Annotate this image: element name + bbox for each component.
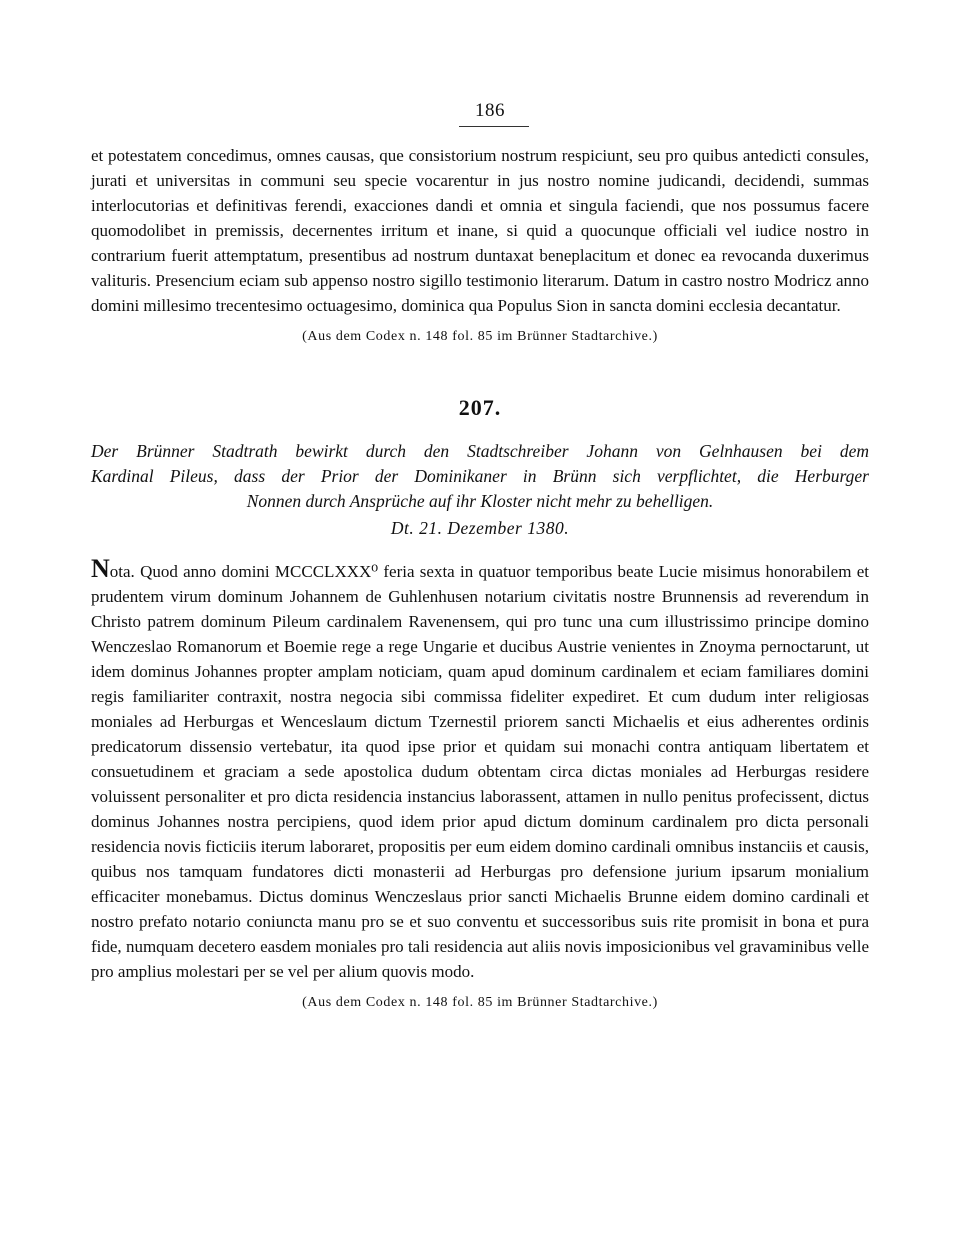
initial-letter: N [91,554,110,583]
source-note-2: (Aus dem Codex n. 148 fol. 85 im Brünner Stadtarchive.) [302,995,658,1010]
regest-line-1: Der Brünner Stadtrath bewirkt durch den Stadtschreiber Johann von Gelnhausen bei dem [91,441,869,461]
regest-line-3: Nonnen durch Ansprüche auf ihr Kloster nicht mehr zu behelligen. [246,491,714,511]
page-number: 186 [475,100,505,121]
document-page [91,100,869,1011]
paragraph-document-body: ota. Quod anno domini MCCCLXXX⁰ feria sexta in quatuor temporibus beate Lucie misimus honorabilem et prudentem virum dominum Johannem de Guhlenhusen notarium civitatis nostre Brunnensis ad reverendum in Christo patrem dominum Pileum cardinalem Ravenensem, qui pro tunc una cum illustrissimo principe domino Wenczeslao Romanorum et Boemie rege a rege Ungarie et ducibus Austrie venientes in Znoyma pernoctarunt, ut idem dominus Johannes propter amplam noticiam, quam apud dominum cardinalem et eciam familiares domini regis familiariter contraxit, nostra negocia sibi commissa fideliter expediret. Et cum dudum inter religiosas moniales ad Herburgas et Wenceslaum dictum Tzernestil priorem sancti Michaelis et eius adherentes ordinis predicatorum dissensio vertebatur, ita quod ipse prior et quidam sui monachi contra antiquam libertatem et consuetudinem et graciam a sede apostolica dudum obtentam circa dictas moniales ad Herburgas residere voluissent personaliter et pro dicta residencia instancius laborassent, attamen in nullo penitus profecissent, dictus dominus Johannes nostra percipiens, quod idem prior apud dictum dominum cardinalem pro dicta personali residencia novis ficticiis iterum laboraret, propositis per eum eidem domino cardinali omnibus instanciis et causis, quibus nos tamquam fundatores dicti monasterii ad Herburgas pro defensione jurium ipsarum monialium efficaciter monebamus. Dictus dominus Wenczeslaus prior sancti Michaelis Brunne eidem domino cardinali et nostro prefato notario coniuncta manu pro se et suo conventu et successoribus suis rite promisit in bona et pura fide, numquam decetero easdem moniales pro tali residencia aut aliis novis imposicionibus vel gravaminibus velle pro amplius molestari per se vel per alium quovis modo. [91,562,869,981]
document-number: 207. [458,395,502,420]
source-note-1: (Aus dem Codex n. 148 fol. 85 im Brünner Stadtarchive.) [302,329,658,344]
regest-heading [91,439,869,514]
paragraph-continuation: et potestatem concedimus, omnes causas, que consistorium nostrum respiciunt, seu pro quibus antedicti consules, jurati et universitas in communi seu specie vocarentur in jus nostro nomine judicandi, decidendi, summas interlocutorias et definitivas ferendi, exacciones dandi et omnia et singula faciendi, que nos possumus facere quomodolibet in premissis, decernentes irritum et inane, si quid a quocunque officiali vel iudice nostro in contrarium fuerit attemptatum, presentibus ad nostrum duntaxat beneplacitum et donec ea revocanda duxerimus valituris. Presencium eciam sub appenso nostro sigillo testimonio literarum. Datum in castro nostro Modricz anno domini millesimo trecentesimo octuagesimo, dominica qua Populus Sion in sancta domini ecclesia decantatur. [91,146,869,315]
regest-line-2: Kardinal Pileus, dass der Prior der Dominikaner in Brünn sich verpflichtet, die Herburger [91,466,869,486]
page-number-rule [459,126,529,127]
document-date: Dt. 21. Dezember 1380. [390,518,570,538]
paragraph-document-text [91,554,869,984]
